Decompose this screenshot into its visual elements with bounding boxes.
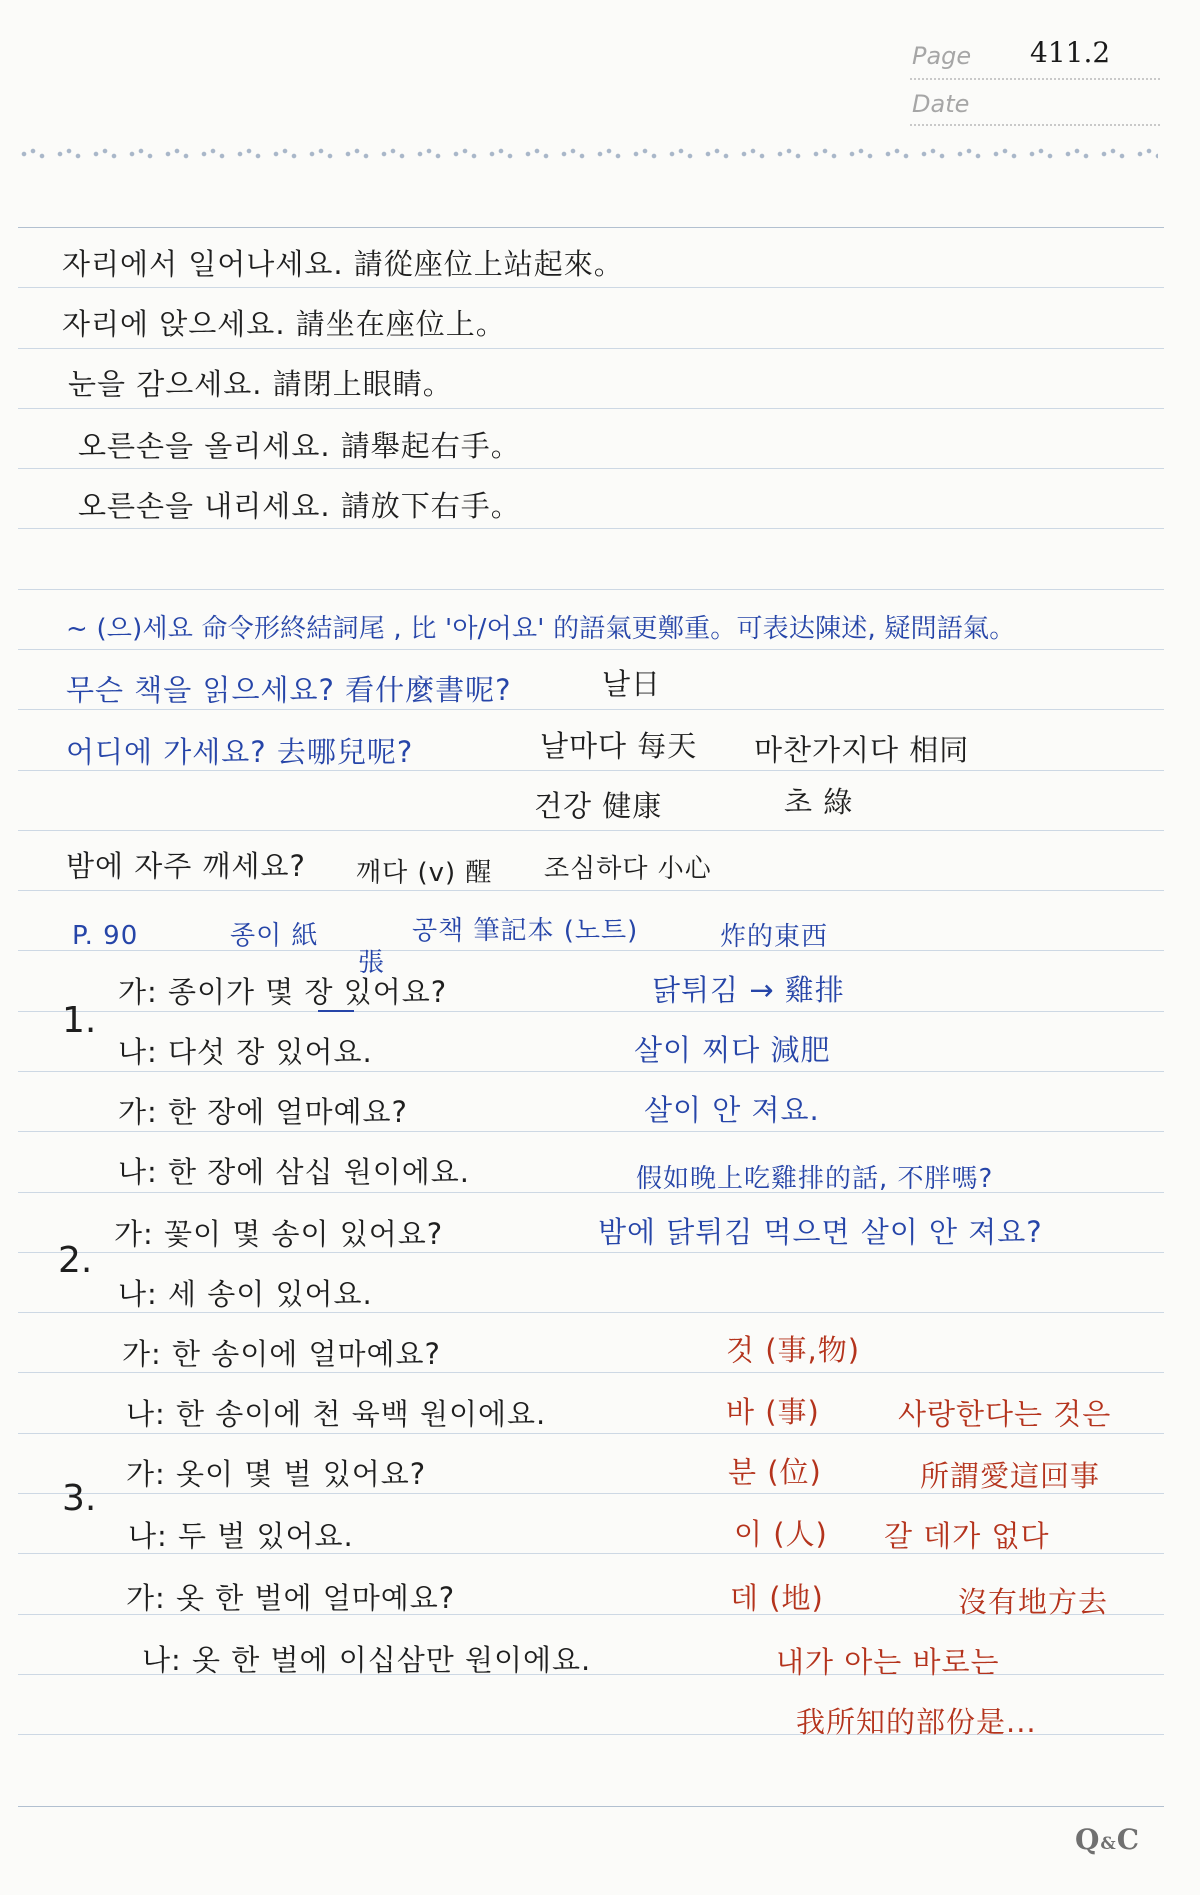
vocab-wake: 깨다 (v) 醒 [356,858,493,888]
vocab-person-honorific: 분 (位) [728,1455,822,1489]
ruled-line [18,709,1164,710]
vocab-every-day: 날마다 每天 [540,729,698,763]
dialogue-line-2c: 가: 한 송이에 얼마예요? [122,1337,441,1371]
vocab-chicken-cutlet: 닭튀김 → 雞排 [652,973,845,1007]
date-underline [910,124,1160,126]
brand-letter-q: Q [1075,1823,1101,1856]
phrase-nowhere-to-go-chinese: 沒有地方去 [958,1585,1109,1619]
vocab-fried-food: 炸的東西 [720,922,829,952]
ruled-line [18,1372,1164,1373]
page-label: Page [912,42,972,70]
dialogue-line-3c: 가: 옷 한 벌에 얼마예요? [126,1581,456,1615]
vocab-not-gain-weight: 살이 안 져요. [644,1093,820,1127]
dialogue-line-2a: 가: 꽃이 몇 송이 있어요? [114,1217,444,1251]
dialogue-line-1b: 나: 다섯 장 있어요. [118,1035,373,1069]
date-label: Date [912,90,970,118]
phrase-as-far-as-i-know-chinese: 我所知的部份是... [796,1705,1037,1739]
brand-ampersand: & [1100,1834,1117,1854]
ruled-line [18,287,1164,288]
ruled-line [18,1071,1164,1072]
question-chinese: 假如晚上吃雞排的話, 不胖嗎? [636,1164,994,1194]
ruled-line [18,649,1164,650]
ruled-line [18,1312,1164,1313]
ruled-line [18,1011,1164,1012]
dialogue-line-3a: 가: 옷이 몇 벌 있어요? [126,1457,427,1491]
ruled-line [18,468,1164,469]
ruled-line [18,348,1164,349]
ruled-line [18,1493,1164,1494]
vocab-notebook: 공책 筆記本 (노트) [412,916,639,946]
ruled-line [18,589,1164,590]
exercise-number-2: 2. [58,1240,93,1281]
phrase-about-love: 사랑한다는 것은 [898,1397,1112,1431]
example-wake-often: 밤에 자주 깨세요? [66,849,306,883]
ruled-line [18,227,1164,228]
sentence-sit-down: 자리에 앉으세요. 請坐在座位上。 [62,307,506,341]
page-underline [910,78,1160,80]
vocab-green: 초 綠 [784,785,854,819]
sentence-lower-hand: 오른손을 내리세요. 請放下右手。 [78,489,521,523]
question-korean: 밤에 닭튀김 먹으면 살이 안 져요? [598,1215,1043,1249]
dialogue-line-1d: 나: 한 장에 삼십 원이에요. [118,1155,471,1189]
vocab-sheet: 張 [358,948,386,978]
vocab-day: 날日 [602,667,662,701]
ruled-line [18,1553,1164,1554]
brand-logo [1075,1823,1140,1856]
ruled-line [18,528,1164,529]
phrase-about-love-chinese: 所謂愛這回事 [920,1459,1101,1493]
exercise-number-1: 1. [62,1000,97,1041]
ruled-line [18,1806,1164,1807]
sentence-stand-up: 자리에서 일어나세요. 請從座位上站起來。 [62,247,624,281]
dialogue-line-2d: 나: 한 송이에 천 육백 원이에요. [126,1397,547,1431]
vocab-gain-weight: 살이 찌다 減肥 [634,1033,831,1067]
sentence-close-eyes: 눈을 감으세요. 請閉上眼睛。 [68,367,453,401]
vocab-thing: 것 (事,物) [726,1333,861,1367]
vocab-person: 이 (人) [734,1517,828,1551]
example-reading-book: 무슨 책을 읽으세요? 看什麼書呢? [66,673,512,707]
dialogue-line-3b: 나: 두 벌 있어요. [128,1519,354,1553]
example-where-going: 어디에 가세요? 去哪兒呢? [66,735,414,769]
page-reference: P. 90 [72,921,139,951]
vocab-same: 마찬가지다 相同 [754,733,970,767]
phrase-as-far-as-i-know: 내가 아는 바로는 [776,1645,1000,1679]
vocab-paper: 종이 紙 [230,921,319,951]
vocab-careful: 조심하다 小心 [544,854,712,884]
brand-letter-c: C [1116,1823,1141,1856]
vocab-place: 데 (地) [730,1581,824,1615]
dialogue-line-3d: 나: 옷 한 벌에 이십삼만 원이에요. [142,1643,592,1677]
ruled-line [18,770,1164,771]
vocab-underline [318,1010,354,1012]
ruled-line [18,408,1164,409]
ruled-line [18,1131,1164,1132]
phrase-nowhere-to-go: 갈 데가 없다 [884,1519,1050,1553]
exercise-number-3: 3. [62,1478,97,1519]
ruled-line [18,1433,1164,1434]
page-number: 411.2 [1030,36,1111,69]
ruled-line [18,1252,1164,1253]
ruled-line [18,890,1164,891]
dialogue-line-2b: 나: 세 송이 있어요. [118,1277,373,1311]
sentence-raise-hand: 오른손을 올리세요. 請舉起右手。 [78,429,521,463]
dialogue-line-1a: 가: 종이가 몇 장 있어요? [118,975,448,1009]
vocab-health: 건강 健康 [534,789,663,823]
grammar-note: ~ (으)세요 命令形終結詞尾 , 比 '아/어요' 的語氣更鄭重。可表达陳述, 疑問語氣。 [66,614,1016,644]
ruled-line [18,830,1164,831]
decorative-dot-border [18,146,1158,162]
vocab-matter: 바 (事) [726,1395,820,1429]
dialogue-line-1c: 가: 한 장에 얼마예요? [118,1095,408,1129]
ruled-line [18,950,1164,951]
